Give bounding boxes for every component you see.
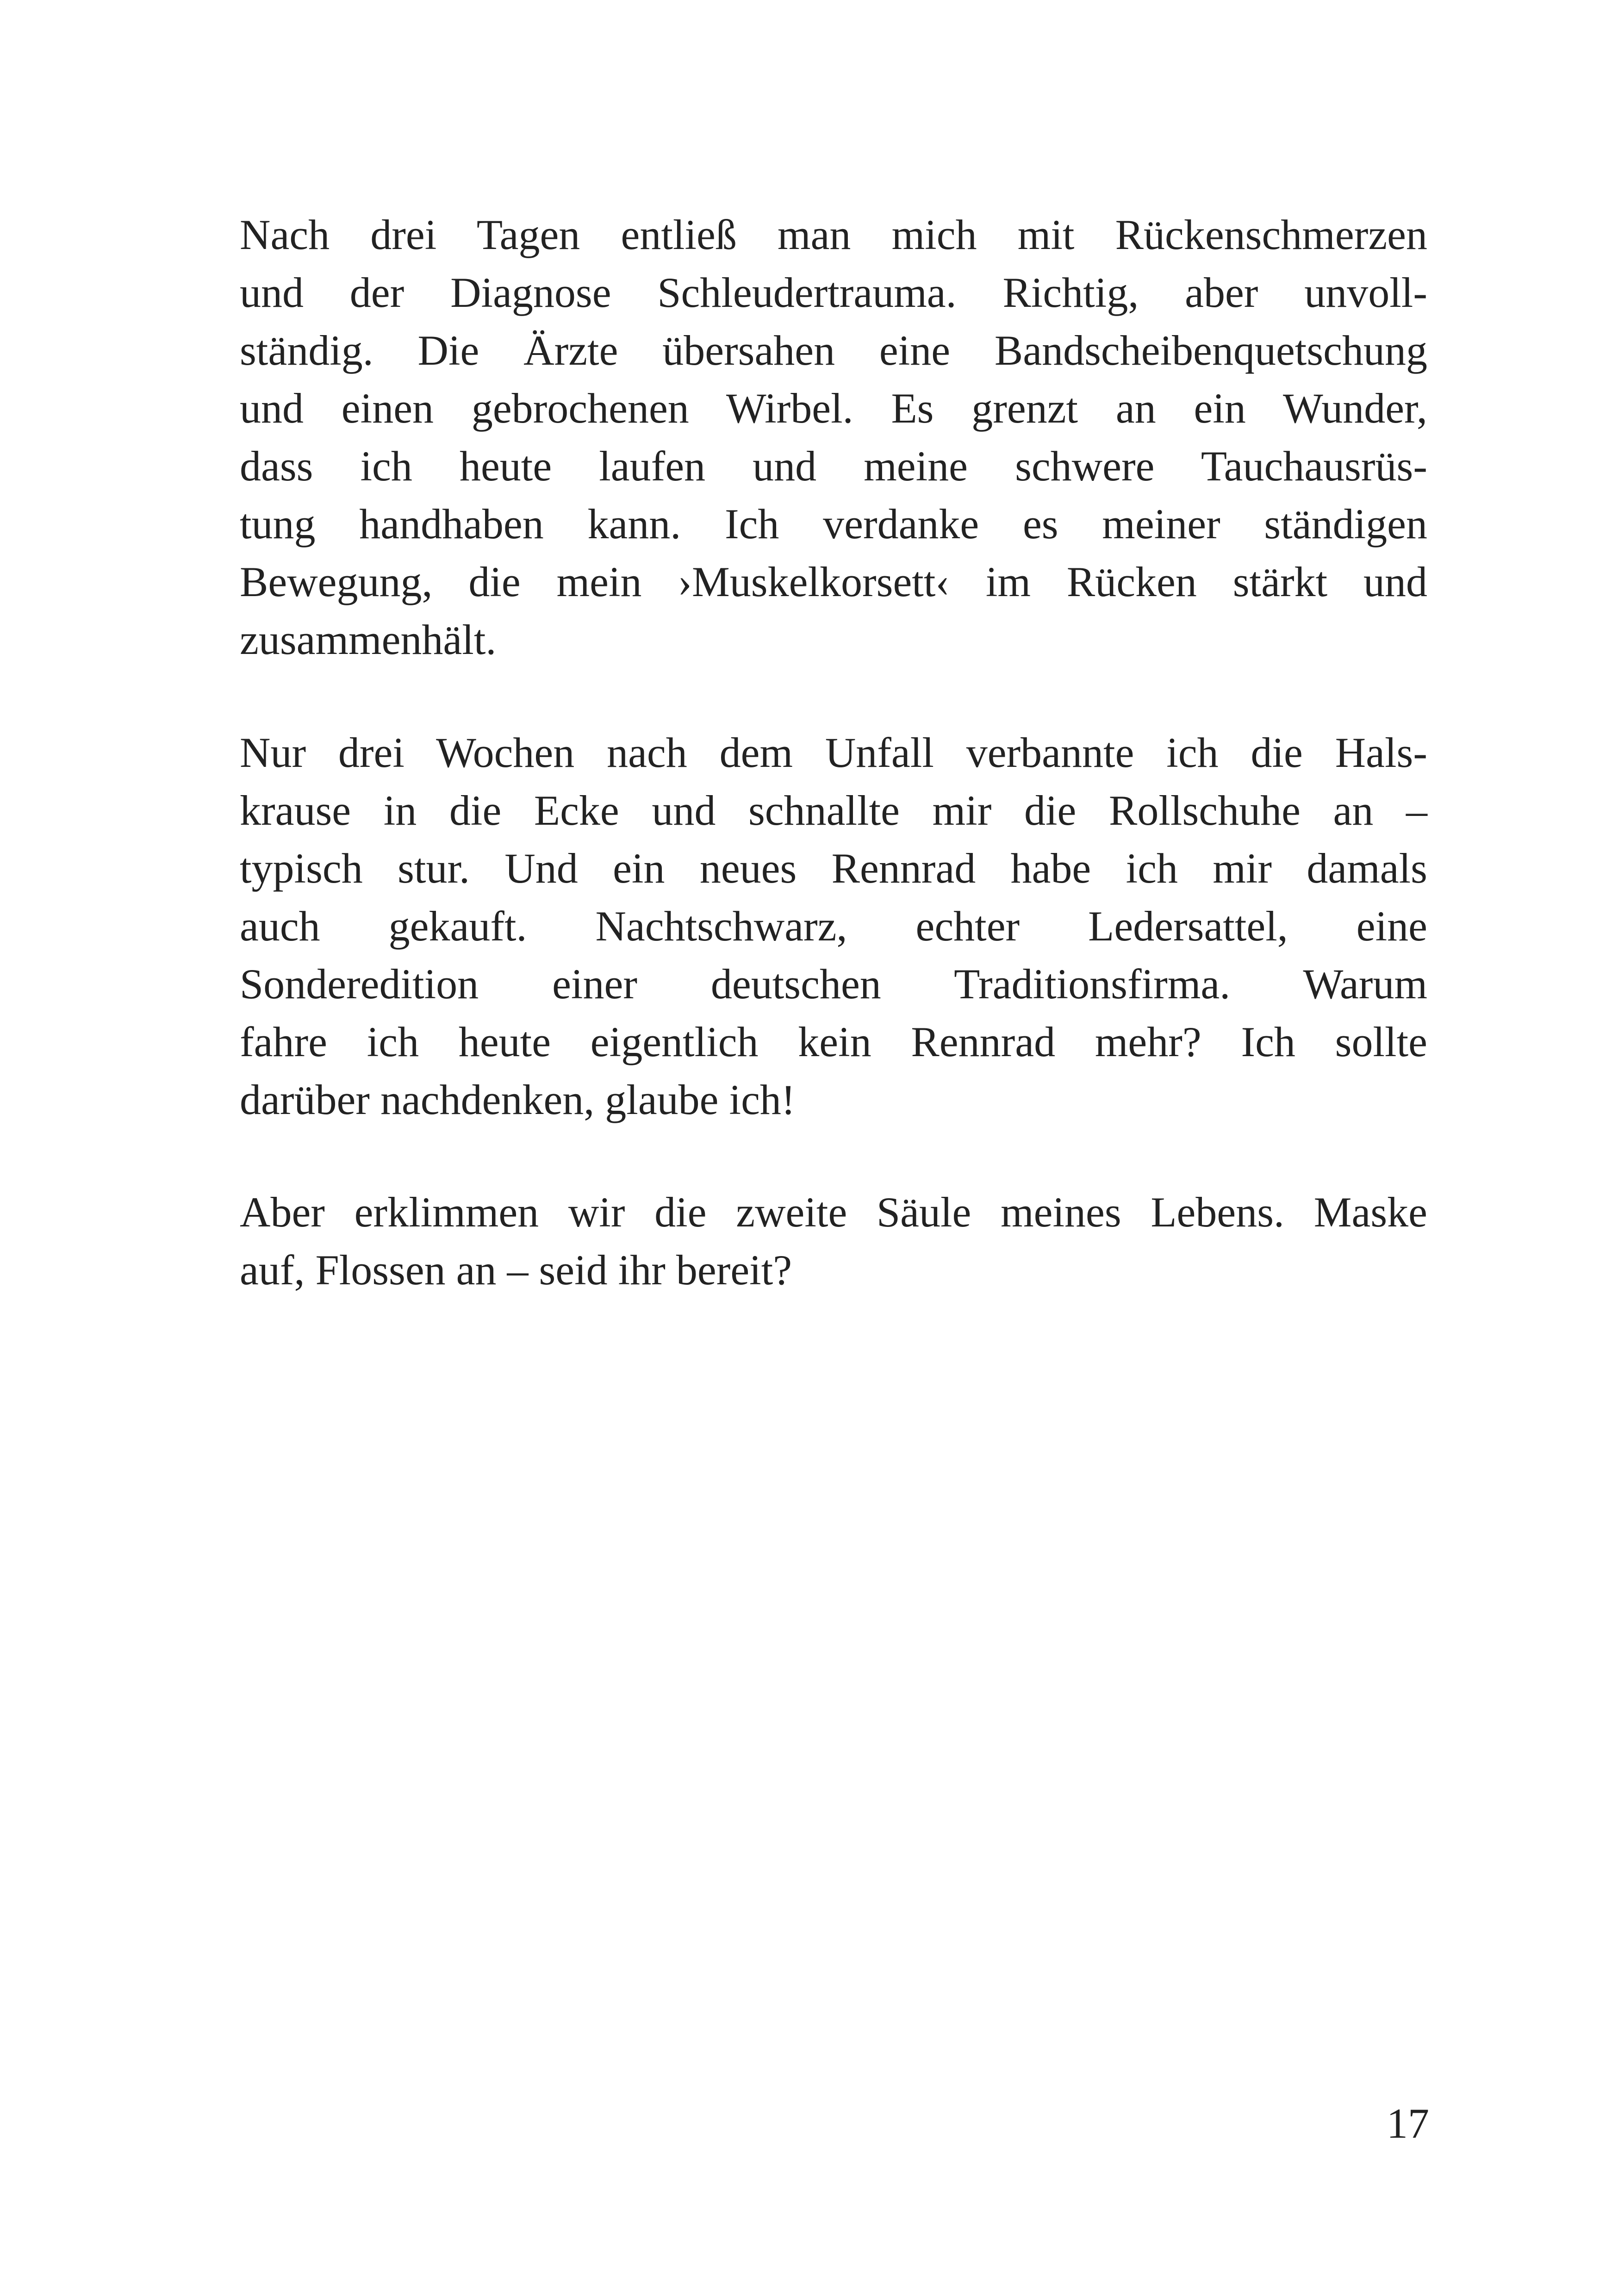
paragraph-line: Aber erklimmen wir die zweite Säule meines Lebens. Maske <box>240 1188 1427 1236</box>
paragraph-line: und der Diagnose Schleudertrauma. Richtig, aber unvoll- <box>240 269 1427 316</box>
paragraph-line: krause in die Ecke und schnallte mir die Rollschuhe an – <box>240 787 1427 834</box>
page-number: 17 <box>1387 2100 1429 2147</box>
paragraph-line: Bewegung, die mein ›Muskelkorsett‹ im Rücken stärkt und <box>240 558 1427 605</box>
paragraph-line: ständig. Die Ärzte übersahen eine Bandscheibenquetschung <box>240 327 1427 374</box>
paragraph-line: darüber nachdenken, glaube ich! <box>240 1076 796 1123</box>
paragraph-3 <box>240 1183 1427 1299</box>
paragraph-line: tung handhaben kann. Ich verdanke es meiner ständigen <box>240 500 1427 548</box>
paragraph-line: zusammenhält. <box>240 616 497 663</box>
paragraph-1 <box>240 206 1427 669</box>
paragraph-2 <box>240 724 1427 1129</box>
paragraph-line: dass ich heute laufen und meine schwere Tauchausrüs- <box>240 442 1427 490</box>
paragraph-line: Sonderedition einer deutschen Traditionsfirma. Warum <box>240 960 1427 1008</box>
paragraph-line: auch gekauft. Nachtschwarz, echter Ledersattel, eine <box>240 902 1427 950</box>
paragraph-line: Nach drei Tagen entließ man mich mit Rückenschmerzen <box>240 211 1427 258</box>
paragraph-line: fahre ich heute eigentlich kein Rennrad mehr? Ich sollte <box>240 1018 1427 1065</box>
paragraph-line: und einen gebrochenen Wirbel. Es grenzt an ein Wunder, <box>240 385 1427 432</box>
paragraph-line: auf, Flossen an – seid ihr bereit? <box>240 1246 792 1294</box>
paragraph-line: Nur drei Wochen nach dem Unfall verbannte ich die Hals- <box>240 729 1427 776</box>
paragraph-line: typisch stur. Und ein neues Rennrad habe ich mir damals <box>240 845 1427 892</box>
